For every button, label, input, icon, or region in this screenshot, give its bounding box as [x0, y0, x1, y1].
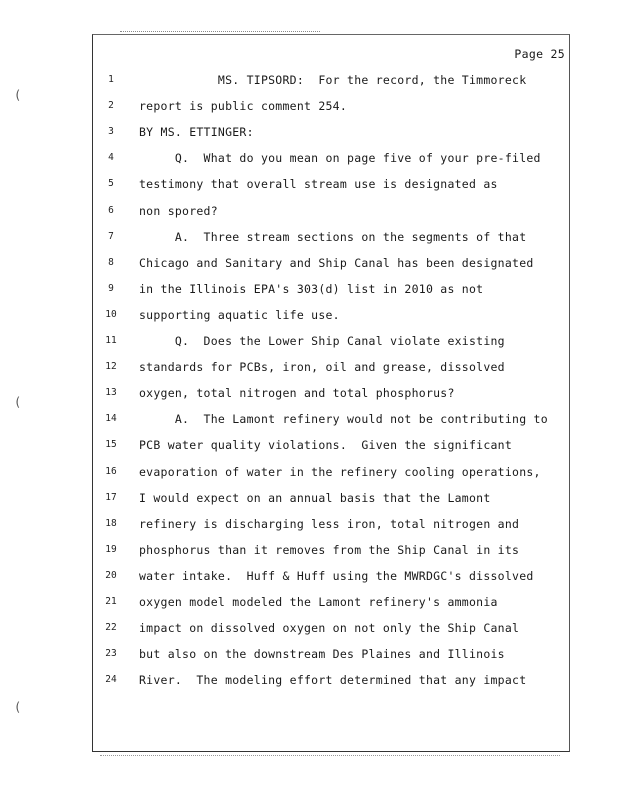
transcript-line	[93, 569, 569, 591]
transcript-line	[93, 517, 569, 539]
transcript-line	[93, 595, 569, 617]
line-text: refinery is discharging less iron, total nitrogen and	[139, 516, 520, 531]
line-text: impact on dissolved oxygen on not only the Ship Canal	[139, 621, 520, 636]
page-number: Page 25	[514, 47, 565, 61]
line-text: report is public comment 254.	[139, 99, 348, 114]
line-number: 9	[108, 282, 114, 294]
line-number: 19	[105, 543, 117, 555]
line-number: 24	[105, 674, 117, 686]
scan-artifact-top	[120, 31, 320, 33]
transcript-line	[93, 230, 569, 252]
line-number: 12	[105, 361, 117, 373]
transcript-line	[93, 177, 569, 199]
line-number: 18	[105, 517, 117, 529]
hole-punch-mark-top: (	[14, 88, 22, 102]
line-number: 3	[108, 126, 114, 138]
scan-artifact-bottom	[100, 755, 560, 757]
line-text: Q. Does the Lower Ship Canal violate existing	[139, 334, 505, 348]
transcript-line	[93, 73, 569, 95]
line-text: PCB water quality violations. Given the significant	[139, 438, 513, 453]
line-number: 5	[108, 178, 114, 190]
line-number: 7	[108, 230, 114, 242]
line-number: 1	[108, 74, 114, 85]
line-number: 20	[105, 569, 117, 581]
line-text: Chicago and Sanitary and Ship Canal has been designated	[139, 255, 534, 270]
line-number: 16	[105, 465, 117, 477]
line-number: 22	[105, 622, 117, 634]
line-text: River. The modeling effort determined that any impact	[139, 673, 527, 688]
line-number: 8	[108, 256, 114, 268]
transcript-line	[93, 204, 569, 226]
line-number: 17	[105, 491, 117, 503]
line-number: 15	[105, 439, 117, 451]
transcript-line	[93, 621, 569, 643]
line-text: I would expect on an annual basis that the Lamont	[139, 490, 491, 505]
line-text: non spored?	[139, 203, 218, 218]
transcript-line	[93, 647, 569, 669]
transcript-line	[93, 308, 569, 330]
line-number: 21	[105, 596, 117, 607]
line-text: A. The Lamont refinery would not be contributing to	[139, 412, 548, 427]
transcript-line	[93, 282, 569, 304]
transcript-line	[93, 360, 569, 382]
line-text: BY MS. ETTINGER:	[139, 125, 254, 140]
line-text: but also on the downstream Des Plaines and Illinois	[139, 647, 505, 662]
hole-punch-mark-middle: (	[14, 395, 22, 409]
transcript-line	[93, 125, 569, 147]
transcript-page	[92, 34, 570, 752]
line-text: standards for PCBs, iron, oil and grease, dissolved	[139, 360, 505, 375]
line-number: 11	[105, 335, 117, 346]
transcript-line	[93, 99, 569, 121]
line-text: testimony that overall stream use is designated as	[139, 177, 498, 192]
transcript-line	[93, 334, 569, 356]
line-text: in the Illinois EPA's 303(d) list in 2010 as not	[139, 281, 484, 296]
line-text: oxygen model modeled the Lamont refinery's ammonia	[139, 595, 498, 609]
transcript-line	[93, 386, 569, 408]
transcript-line	[93, 491, 569, 513]
line-text: oxygen, total nitrogen and total phosphorus?	[139, 386, 455, 401]
transcript-line	[93, 543, 569, 565]
line-number: 2	[108, 100, 114, 112]
line-text: phosphorus than it removes from the Ship Canal in its	[139, 542, 520, 557]
line-number: 23	[105, 648, 117, 660]
transcript-line	[93, 438, 569, 460]
transcript-line	[93, 412, 569, 434]
line-text: evaporation of water in the refinery cooling operations,	[139, 464, 541, 479]
transcript-line	[93, 673, 569, 695]
line-number: 6	[108, 204, 114, 216]
transcript-line	[93, 256, 569, 278]
line-text: MS. TIPSORD: For the record, the Timmoreck	[139, 73, 527, 87]
transcript-line	[93, 465, 569, 487]
line-text: Q. What do you mean on page five of your pre-filed	[139, 151, 541, 166]
line-text: A. Three stream sections on the segments of that	[139, 229, 527, 244]
line-number: 4	[108, 152, 114, 164]
line-text: supporting aquatic life use.	[139, 307, 340, 322]
line-number: 13	[105, 387, 117, 399]
transcript-line	[93, 151, 569, 173]
hole-punch-mark-bottom: (	[14, 700, 22, 714]
line-number: 10	[105, 308, 117, 320]
line-text: water intake. Huff & Huff using the MWRDGC's dissolved	[139, 568, 534, 583]
line-number: 14	[105, 413, 117, 425]
